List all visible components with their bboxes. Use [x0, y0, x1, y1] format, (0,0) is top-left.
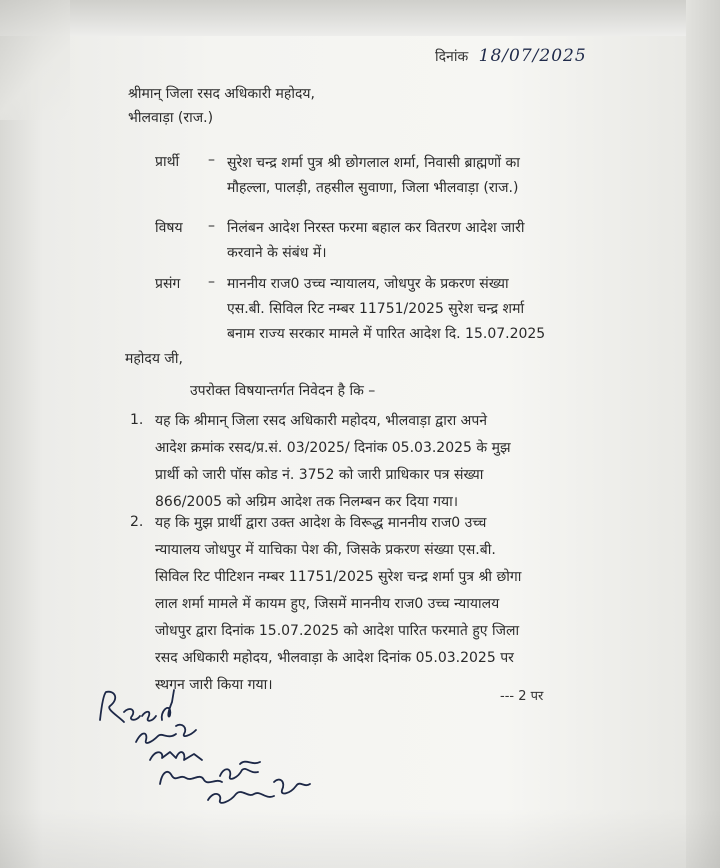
- letter-body: [30, 40, 680, 868]
- point-number: 1.: [130, 412, 144, 428]
- point-line: प्रार्थी को जारी पॉस कोड नं. 3752 को जारी प्राधिकार पत्र संख्या: [155, 467, 484, 483]
- continuation-note: --- 2 पर: [500, 689, 544, 704]
- applicant-label: प्रार्थी: [155, 154, 180, 170]
- intro-text: उपरोक्त विषयान्तर्गत निवेदन है कि –: [190, 383, 376, 399]
- point-paragraph: [155, 510, 595, 699]
- applicant-line: मौहल्ला, पालड़ी, तहसील सुवाणा, जिला भीलवाड़ा (राज.): [227, 180, 519, 196]
- point-line: न्यायालय जोधपुर में याचिका पेश की, जिसके प्रकरण संख्या एस.बी.: [155, 542, 496, 558]
- point-line: यह कि मुझ प्रार्थी द्वारा उक्त आदेश के विरूद्ध माननीय राज0 उच्च: [155, 515, 487, 531]
- scan-shadow: [0, 0, 720, 36]
- subject-label: विषय: [155, 220, 183, 236]
- salutation: महोदय जी,: [125, 351, 183, 367]
- reference-line: बनाम राज्य सरकार मामले में पारित आदेश दि. 15.07.2025: [227, 326, 546, 342]
- point-line: जोधपुर द्वारा दिनांक 15.07.2025 को आदेश पारित फरमाते हुए जिला: [155, 623, 520, 639]
- applicant-line: सुरेश चन्द्र शर्मा पुत्र श्री छोगलाल शर्मा, निवासी ब्राह्मणों का: [227, 155, 520, 171]
- point-line: आदेश क्रमांक रसद/प्र.सं. 03/2025/ दिनांक 05.03.2025 के मुझ: [155, 440, 511, 456]
- reference-line: एस.बी. सिविल रिट नम्बर 11751/2025 सुरेश चन्द्र शर्मा: [227, 301, 525, 317]
- subject-line: निलंबन आदेश निरस्त फरमा बहाल कर वितरण आदेश जारी: [227, 220, 525, 236]
- applicant-details: [227, 151, 595, 201]
- addressee-line-1: श्रीमान् जिला रसद अधिकारी महोदय,: [128, 86, 315, 102]
- point-line: यह कि श्रीमान् जिला रसद अधिकारी महोदय, भीलवाड़ा द्वारा अपने: [155, 413, 488, 429]
- point-line: रसद अधिकारी महोदय, भीलवाड़ा के आदेश दिनांक 05.03.2025 पर: [155, 650, 514, 666]
- addressee-line-2: भीलवाड़ा (राज.): [128, 110, 214, 126]
- handwritten-signatures: [90, 682, 320, 812]
- subject-line: करवाने के संबंध में।: [227, 245, 327, 261]
- point-line: लाल शर्मा मामले में कायम हुए, जिसमें माननीय राज0 उच्च न्यायालय: [155, 596, 500, 612]
- date-label: दिनांक: [435, 49, 469, 65]
- reference-text: [227, 272, 595, 347]
- subject-dash: –: [208, 218, 215, 234]
- reference-line: माननीय राज0 उच्च न्यायालय, जोधपुर के प्रकरण संख्या: [227, 276, 509, 292]
- point-line: सिविल रिट पीटिशन नम्बर 11751/2025 सुरेश चन्द्र शर्मा पुत्र श्री छोगा: [155, 569, 522, 585]
- scan-shadow-bottom: [0, 808, 720, 868]
- point-line: 866/2005 को अग्रिम आदेश तक निलम्बन कर दिया गया।: [155, 494, 459, 510]
- date-row: [435, 46, 587, 66]
- point-line: स्थगन जारी किया गया।: [155, 677, 273, 693]
- point-number: 2.: [130, 514, 144, 530]
- date-value: 18/07/2025: [478, 46, 587, 66]
- reference-label: प्रसंग: [155, 276, 181, 292]
- reference-dash: –: [208, 274, 215, 290]
- applicant-dash: –: [208, 152, 215, 168]
- subject-text: [227, 216, 595, 266]
- point-paragraph: [155, 408, 595, 516]
- page-edge: [686, 0, 720, 868]
